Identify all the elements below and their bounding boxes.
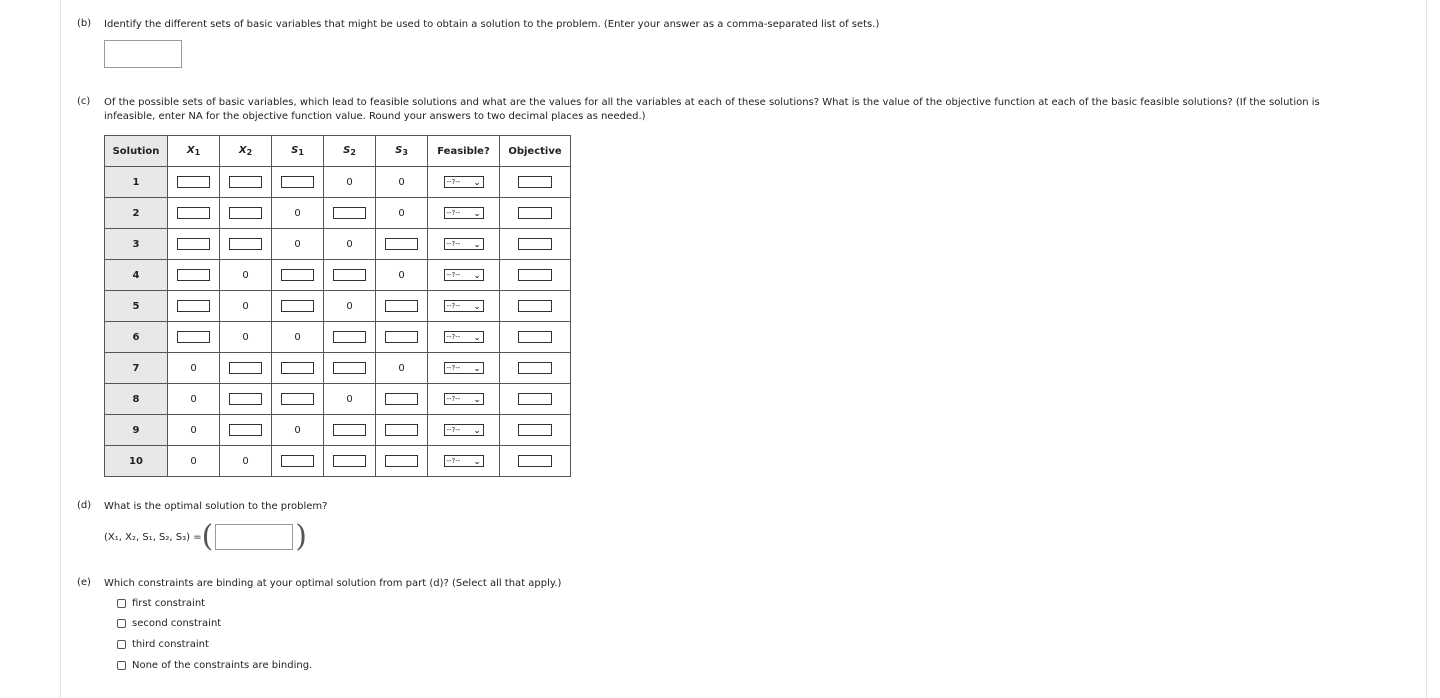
select-value: --?-- xyxy=(446,302,461,310)
x2-input[interactable] xyxy=(229,238,262,250)
x1-input[interactable] xyxy=(177,331,210,343)
left-paren: ( xyxy=(201,519,214,554)
optimal-solution-row xyxy=(104,521,307,553)
x1-value: 0 xyxy=(168,415,220,446)
s3-input[interactable] xyxy=(385,331,418,343)
s1-input[interactable] xyxy=(281,362,314,374)
chevron-down-icon: ⌄ xyxy=(473,363,481,373)
table-row xyxy=(105,415,571,446)
chevron-down-icon: ⌄ xyxy=(473,270,481,280)
objective-input[interactable] xyxy=(518,331,552,343)
s1-value: 0 xyxy=(272,322,324,353)
s2-value: 0 xyxy=(324,229,376,260)
solution-number: 3 xyxy=(105,229,168,260)
s1-input[interactable] xyxy=(281,300,314,312)
chevron-down-icon: ⌄ xyxy=(473,394,481,404)
select-value: --?-- xyxy=(446,457,461,465)
feasible-cell xyxy=(428,415,500,446)
objective-cell xyxy=(500,291,571,322)
s2-value: 0 xyxy=(324,291,376,322)
table-row xyxy=(105,291,571,322)
s1-cell xyxy=(272,291,324,322)
basic-solutions-table xyxy=(104,135,571,477)
select-value: --?-- xyxy=(446,178,461,186)
objective-input[interactable] xyxy=(518,300,552,312)
option-third-constraint[interactable] xyxy=(117,639,209,650)
chevron-down-icon: ⌄ xyxy=(473,301,481,311)
feasible-select[interactable] xyxy=(444,269,484,281)
table-row xyxy=(105,229,571,260)
chevron-down-icon: ⌄ xyxy=(473,456,481,466)
table-row xyxy=(105,198,571,229)
table-header-row xyxy=(105,136,571,167)
select-value: --?-- xyxy=(446,209,461,217)
x1-cell xyxy=(168,198,220,229)
x1-input[interactable] xyxy=(177,300,210,312)
option-first-constraint[interactable] xyxy=(117,598,205,609)
x2-value: 0 xyxy=(220,446,272,477)
checkbox[interactable] xyxy=(117,619,126,628)
s1-input[interactable] xyxy=(281,269,314,281)
objective-input[interactable] xyxy=(518,362,552,374)
s1-value: 0 xyxy=(272,229,324,260)
feasible-cell xyxy=(428,384,500,415)
feasible-cell xyxy=(428,167,500,198)
objective-cell xyxy=(500,260,571,291)
x1-value: 0 xyxy=(168,384,220,415)
s2-cell xyxy=(324,353,376,384)
s2-cell xyxy=(324,198,376,229)
chevron-down-icon: ⌄ xyxy=(473,177,481,187)
feasible-select[interactable] xyxy=(444,331,484,343)
x2-value: 0 xyxy=(220,260,272,291)
s3-cell xyxy=(376,291,428,322)
chevron-down-icon: ⌄ xyxy=(473,425,481,435)
s1-cell xyxy=(272,446,324,477)
s1-value: 0 xyxy=(272,415,324,446)
part-e-question: Which constraints are binding at your optimal solution from part (d)? (Select all that apply.) xyxy=(104,578,562,589)
s1-value: 0 xyxy=(272,198,324,229)
x2-cell xyxy=(220,229,272,260)
select-value: --?-- xyxy=(446,364,461,372)
header-solution: Solution xyxy=(105,136,168,167)
page-left-border xyxy=(60,0,61,698)
s2-cell xyxy=(324,446,376,477)
x2-cell xyxy=(220,384,272,415)
header-s1: $S_1$ xyxy=(272,136,324,167)
x2-cell xyxy=(220,167,272,198)
objective-cell xyxy=(500,446,571,477)
x2-input[interactable] xyxy=(229,424,262,436)
variable-tuple-label: (X₁, X₂, S₁, S₂, S₃) = xyxy=(104,531,202,543)
checkbox[interactable] xyxy=(117,661,126,670)
option-none-binding[interactable] xyxy=(117,660,312,671)
part-d-label: (d) xyxy=(77,500,92,511)
table-row xyxy=(105,167,571,198)
s2-cell xyxy=(324,415,376,446)
option-label: first constraint xyxy=(132,598,206,609)
s2-input[interactable] xyxy=(333,424,366,436)
feasible-cell xyxy=(428,322,500,353)
objective-cell xyxy=(500,353,571,384)
header-x1: $X_1$ xyxy=(168,136,220,167)
x2-cell xyxy=(220,353,272,384)
part-d-question: What is the optimal solution to the problem? xyxy=(104,501,328,512)
header-x2: $X_2$ xyxy=(220,136,272,167)
feasible-select[interactable] xyxy=(444,238,484,250)
s2-cell xyxy=(324,260,376,291)
x2-value: 0 xyxy=(220,322,272,353)
x2-input[interactable] xyxy=(229,362,262,374)
s2-input[interactable] xyxy=(333,331,366,343)
solution-number: 6 xyxy=(105,322,168,353)
feasible-select[interactable] xyxy=(444,207,484,219)
s1-input[interactable] xyxy=(281,393,314,405)
x1-value: 0 xyxy=(168,446,220,477)
feasible-cell xyxy=(428,353,500,384)
s3-value: 0 xyxy=(376,353,428,384)
objective-input[interactable] xyxy=(518,269,552,281)
feasible-cell xyxy=(428,291,500,322)
s2-input[interactable] xyxy=(333,269,366,281)
feasible-cell xyxy=(428,446,500,477)
s3-value: 0 xyxy=(376,198,428,229)
checkbox[interactable] xyxy=(117,599,126,608)
objective-cell xyxy=(500,198,571,229)
objective-input[interactable] xyxy=(518,238,552,250)
objective-input[interactable] xyxy=(518,393,552,405)
s1-input[interactable] xyxy=(281,176,314,188)
checkbox[interactable] xyxy=(117,640,126,649)
x2-cell xyxy=(220,415,272,446)
option-label: None of the constraints are binding. xyxy=(132,660,313,671)
objective-cell xyxy=(500,322,571,353)
solution-number: 9 xyxy=(105,415,168,446)
objective-cell xyxy=(500,415,571,446)
s2-value: 0 xyxy=(324,384,376,415)
solution-number: 1 xyxy=(105,167,168,198)
feasible-select[interactable] xyxy=(444,176,484,188)
x1-input[interactable] xyxy=(177,269,210,281)
objective-input[interactable] xyxy=(518,455,552,467)
header-s2: $S_2$ xyxy=(324,136,376,167)
solution-number: 10 xyxy=(105,446,168,477)
feasible-select[interactable] xyxy=(444,424,484,436)
s1-cell xyxy=(272,167,324,198)
feasible-select[interactable] xyxy=(444,300,484,312)
x2-value: 0 xyxy=(220,291,272,322)
x1-input[interactable] xyxy=(177,238,210,250)
optimal-solution-input[interactable] xyxy=(215,524,293,550)
x1-cell xyxy=(168,260,220,291)
header-feasible: Feasible? xyxy=(428,136,500,167)
s2-value: 0 xyxy=(324,167,376,198)
part-b-label: (b) xyxy=(77,18,92,29)
option-label: second constraint xyxy=(132,618,222,629)
feasible-select[interactable] xyxy=(444,455,484,467)
x1-cell xyxy=(168,291,220,322)
option-second-constraint[interactable] xyxy=(117,618,221,629)
select-value: --?-- xyxy=(446,240,461,248)
select-value: --?-- xyxy=(446,333,461,341)
chevron-down-icon: ⌄ xyxy=(473,239,481,249)
solution-number: 8 xyxy=(105,384,168,415)
x1-input[interactable] xyxy=(177,176,210,188)
x1-cell xyxy=(168,322,220,353)
feasible-cell xyxy=(428,229,500,260)
x1-value: 0 xyxy=(168,353,220,384)
solution-number: 5 xyxy=(105,291,168,322)
feasible-cell xyxy=(428,260,500,291)
right-paren: ) xyxy=(295,519,308,554)
objective-cell xyxy=(500,229,571,260)
x1-cell xyxy=(168,167,220,198)
table-row xyxy=(105,384,571,415)
s2-cell xyxy=(324,322,376,353)
chevron-down-icon: ⌄ xyxy=(473,208,481,218)
s2-input[interactable] xyxy=(333,207,366,219)
s3-cell xyxy=(376,384,428,415)
feasible-select[interactable] xyxy=(444,393,484,405)
x2-input[interactable] xyxy=(229,393,262,405)
select-value: --?-- xyxy=(446,271,461,279)
feasible-select[interactable] xyxy=(444,362,484,374)
part-c-question-line2: infeasible, enter NA for the objective function value. Round your answers to two decimal places as needed.) xyxy=(104,111,646,122)
table-row xyxy=(105,322,571,353)
objective-input[interactable] xyxy=(518,176,552,188)
objective-input[interactable] xyxy=(518,207,552,219)
chevron-down-icon: ⌄ xyxy=(473,332,481,342)
s2-input[interactable] xyxy=(333,455,366,467)
table-row xyxy=(105,446,571,477)
select-value: --?-- xyxy=(446,395,461,403)
s1-cell xyxy=(272,260,324,291)
s3-cell xyxy=(376,229,428,260)
s3-cell xyxy=(376,446,428,477)
s3-cell xyxy=(376,322,428,353)
part-b-question: Identify the different sets of basic variables that might be used to obtain a solution to the problem. (Enter your answer as a comma-separated list of sets.) xyxy=(104,19,880,30)
header-s3: $S_3$ xyxy=(376,136,428,167)
x1-input[interactable] xyxy=(177,207,210,219)
s3-value: 0 xyxy=(376,167,428,198)
s1-cell xyxy=(272,384,324,415)
x1-cell xyxy=(168,229,220,260)
x2-input[interactable] xyxy=(229,207,262,219)
option-label: third constraint xyxy=(132,639,209,650)
s3-value: 0 xyxy=(376,260,428,291)
table-row xyxy=(105,260,571,291)
table-row xyxy=(105,353,571,384)
s3-input[interactable] xyxy=(385,424,418,436)
x2-cell xyxy=(220,198,272,229)
select-value: --?-- xyxy=(446,426,461,434)
solution-number: 7 xyxy=(105,353,168,384)
s3-input[interactable] xyxy=(385,238,418,250)
s3-input[interactable] xyxy=(385,455,418,467)
s2-input[interactable] xyxy=(333,362,366,374)
feasible-cell xyxy=(428,198,500,229)
s1-cell xyxy=(272,353,324,384)
s3-input[interactable] xyxy=(385,393,418,405)
s1-input[interactable] xyxy=(281,455,314,467)
s3-input[interactable] xyxy=(385,300,418,312)
x2-input[interactable] xyxy=(229,176,262,188)
part-c-question-line1: Of the possible sets of basic variables, which lead to feasible solutions and what are the values for all the variables at each of these solutions? What is the value of the objective function at each of the basic feasible solutions? (If the solution is xyxy=(104,97,1320,108)
part-e-label: (e) xyxy=(77,577,91,588)
basic-variable-sets-input[interactable] xyxy=(104,40,182,68)
s3-cell xyxy=(376,415,428,446)
objective-input[interactable] xyxy=(518,424,552,436)
objective-cell xyxy=(500,384,571,415)
header-objective: Objective xyxy=(500,136,571,167)
part-c-label: (c) xyxy=(77,96,91,107)
objective-cell xyxy=(500,167,571,198)
solution-number: 2 xyxy=(105,198,168,229)
page-right-border xyxy=(1426,0,1427,698)
solution-number: 4 xyxy=(105,260,168,291)
